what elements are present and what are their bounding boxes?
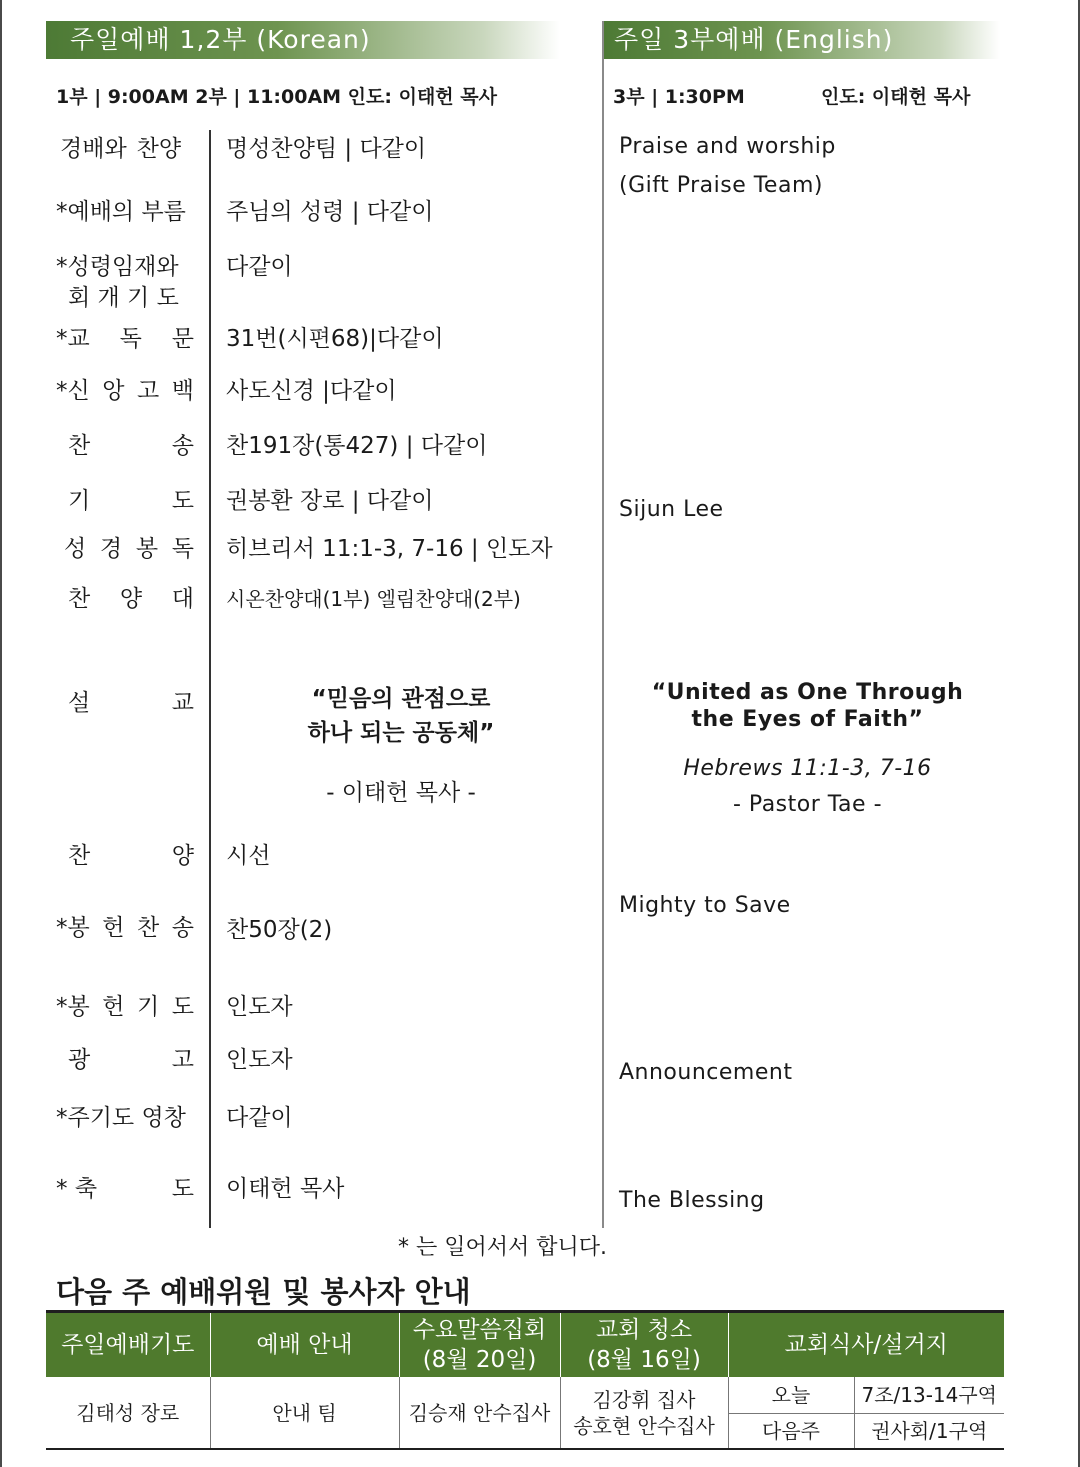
english-announcements: Announcement: [619, 1060, 793, 1085]
english-scripture: Hebrews 11:1-3, 7-16: [683, 756, 932, 781]
sermon-title-korean: “믿음의 관점으로 하나 되는 공동체”: [307, 686, 495, 746]
english-service-time: 3부 | 1:30PM: [613, 86, 745, 108]
value-benediction: 이태헌 목사: [226, 1176, 345, 1202]
english-preacher: - Pastor Tae -: [732, 792, 883, 817]
sermon-preacher-korean: - 이태헌 목사 -: [326, 780, 476, 806]
cell-sunday-prayer: 김태성 장로: [46, 1377, 210, 1449]
cell-meal-next: 권사회/1구역: [854, 1414, 1004, 1450]
header-meal: 교회식사/설거지: [728, 1312, 1004, 1378]
cell-meal-today: 7조/13-14구역: [854, 1377, 1004, 1414]
value-announcements: 인도자: [226, 1047, 293, 1073]
label-lords-prayer: *주기도 영창: [56, 1105, 186, 1131]
label-sermon: 설 교: [68, 690, 194, 716]
value-choir: 시온찬양대(1부) 엘림찬양대(2부): [226, 587, 521, 611]
value-call-to-worship: 주님의 성령 | 다같이: [226, 199, 434, 225]
value-offering-prayer: 인도자: [226, 994, 293, 1020]
label-choir: 찬 양 대: [68, 586, 194, 612]
value-prayer: 권봉환 장로 | 다같이: [226, 488, 434, 514]
header-usher: 예배 안내: [210, 1312, 399, 1378]
standing-note: * 는 일어서서 합니다.: [398, 1235, 607, 1260]
english-sermon-title: “United as One Through the Eyes of Faith”: [651, 680, 964, 732]
label-offering-hymn: *봉 헌 찬 송: [56, 915, 194, 941]
cell-cleaning: 김강휘 집사 송호현 안수집사: [560, 1377, 728, 1449]
english-special-song: Mighty to Save: [619, 893, 791, 918]
value-offering-hymn: 찬50장(2): [226, 917, 333, 943]
label-benediction: * 축 도: [56, 1176, 194, 1202]
label-confession-line1: *성령임재와: [56, 254, 179, 280]
english-service-leader: 인도: 이태헌 목사: [821, 86, 971, 108]
label-special-song: 찬 양: [68, 843, 194, 869]
next-week-title: 다음 주 예배위원 및 봉사자 안내: [56, 1275, 471, 1309]
value-praise: 명성찬양팀 | 다같이: [226, 136, 427, 162]
label-responsive-reading: *교 독 문: [56, 326, 194, 352]
label-offering-prayer: *봉 헌 기 도: [56, 994, 194, 1020]
label-divider: [209, 130, 211, 1228]
label-announcements: 광 고: [68, 1047, 194, 1073]
value-creed: 사도신경 |다같이: [226, 378, 397, 404]
value-lords-prayer: 다같이: [226, 1105, 293, 1131]
value-hymn: 찬191장(통427) | 다같이: [226, 433, 488, 459]
next-week-table: [46, 1310, 1004, 1450]
column-divider: [602, 21, 604, 1228]
english-prayer: Sijun Lee: [619, 497, 724, 522]
english-service-banner: 주일 3부예배 (English): [604, 21, 1000, 59]
label-hymn: 찬 송: [68, 433, 194, 459]
label-praise: 경 배 와 찬 양: [60, 136, 182, 162]
cell-usher: 안내 팀: [210, 1377, 399, 1449]
value-responsive-reading: 31번(시편68)|다같이: [226, 326, 444, 352]
header-cleaning: 교회 청소 (8월 16일): [560, 1312, 728, 1378]
header-sunday-prayer: 주일예배기도: [46, 1312, 210, 1378]
header-wednesday: 수요말씀집회 (8월 20일): [399, 1312, 560, 1378]
label-creed: *신 앙 고 백: [56, 378, 194, 404]
korean-service-times: 1부 | 9:00AM 2부 | 11:00AM 인도: 이태헌 목사: [56, 86, 497, 108]
cell-meal-today-label: 오늘: [728, 1377, 854, 1414]
english-praise: Praise and worship: [619, 134, 836, 159]
english-benediction: The Blessing: [619, 1188, 765, 1213]
cell-meal-next-label: 다음주: [728, 1414, 854, 1450]
label-call-to-worship: *예배의 부름: [56, 199, 186, 225]
value-confession: 다같이: [226, 254, 293, 280]
label-confession-line2: 회 개 기 도: [68, 285, 179, 311]
page-border-left: [0, 0, 2, 1467]
label-scripture: 성 경 봉 독: [64, 536, 194, 562]
label-prayer: 기 도: [68, 488, 194, 514]
korean-service-banner: 주일예배 1,2부 (Korean): [46, 21, 560, 59]
value-special-song: 시선: [226, 843, 271, 869]
english-praise-team: (Gift Praise Team): [619, 173, 823, 198]
cell-wednesday: 김승재 안수집사: [399, 1377, 560, 1449]
value-scripture: 히브리서 11:1-3, 7-16 | 인도자: [226, 536, 553, 562]
